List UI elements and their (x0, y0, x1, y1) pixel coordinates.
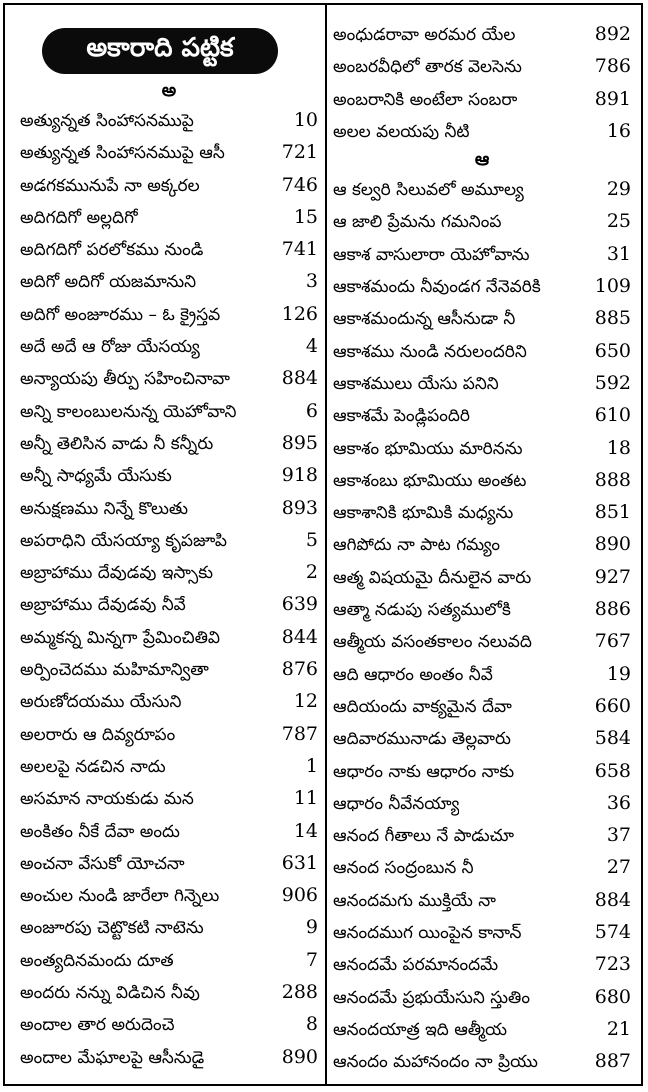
entry-number: 21 (606, 1017, 631, 1040)
entry-number: 31 (606, 242, 631, 265)
index-entry (20, 588, 318, 620)
entry-title: ఆత్మీయ వసంతకాలం నలువది (333, 632, 532, 653)
entry-title: ఆనంద గీతాలు నే పాడుచూ (333, 826, 514, 847)
entry-title: అసమాన నాయకుడు మన (20, 789, 194, 810)
entry-title: ఆనందమగు ముక్తియే నా (333, 890, 496, 911)
entry-title: అన్యాయపు తీర్పు సహించినావా (20, 369, 230, 390)
entry-title: అలరారు ఆ దివ్యరూపం (20, 724, 176, 745)
entry-number: 891 (594, 87, 631, 110)
entry-title: ఆనందముగ యింపైన కానాన్ (333, 923, 522, 944)
entry-number: 890 (594, 533, 631, 556)
index-entry (333, 173, 631, 205)
index-entry (333, 690, 631, 722)
left-column (20, 18, 318, 1073)
entry-title: ఆదియందు వాక్యమైన దేవా (333, 696, 512, 717)
entry-number: 7 (305, 948, 318, 971)
entry-title: అంచుల నుండి జారేలా గిన్నెలు (20, 886, 220, 907)
entry-title: ఆకాశమే పెండ్లిపందిరి (333, 406, 470, 427)
entry-title: అన్నీ తెలిసిన వాడు నీ కన్నీరు (20, 433, 214, 454)
index-entry (333, 18, 631, 50)
index-entry (333, 722, 631, 754)
entry-number: 10 (293, 109, 318, 131)
entry-title: అందాల తార అరుదెంచె (20, 1015, 175, 1036)
index-entry (20, 944, 318, 976)
entry-title: ఆకాశమందు నీవుండగ నేనెవరికి (333, 277, 541, 298)
entry-number: 18 (606, 436, 631, 459)
index-entry (20, 782, 318, 814)
index-entry (20, 459, 318, 491)
entry-number: 14 (293, 819, 318, 842)
index-entry (20, 104, 318, 136)
entry-number: 658 (594, 759, 631, 782)
entry-number: 887 (594, 1050, 631, 1073)
entry-title: అంధుడరావా అరమర యేల (333, 25, 516, 45)
entry-title: అలలపై నడచిన నాదు (20, 756, 166, 777)
index-title: అకారాది పట్టిక (42, 28, 278, 74)
entry-title: ఆ కల్వరి సిలువలో అమూల్య (333, 180, 524, 201)
entry-title: అదిగదిగో పరలోకము నుండి (20, 240, 204, 261)
index-entry (333, 755, 631, 787)
section-letter-aa: ఆ (474, 149, 490, 171)
index-entry (333, 496, 631, 528)
index-entry (20, 718, 318, 750)
entry-title: అదిగదిగో అల్లదిగో (20, 207, 138, 228)
entry-title: అన్నీ సాధ్యమే యేసుకు (20, 466, 172, 487)
entry-number: 885 (594, 307, 631, 330)
entry-title: ఆధారం నీవేనయ్యా (333, 793, 460, 814)
entry-title: ఆధారం నాకు ఆధారం నాకు (333, 761, 515, 782)
entry-number: 886 (594, 598, 631, 621)
entry-number: 851 (594, 501, 631, 524)
index-entry (20, 653, 318, 685)
entry-number: 25 (606, 210, 631, 233)
entry-title: ఆకాశానికి భూమికి మధ్యను (333, 503, 514, 524)
entry-number: 9 (305, 916, 318, 939)
entry-number: 4 (305, 335, 318, 358)
entry-title: అదిగో అదిగో యజమానుని (20, 272, 197, 293)
left-index-list (20, 104, 318, 1073)
entry-title: అంజూరపు చెట్టొకటి నాటెను (20, 918, 204, 939)
entry-title: ఆగిపోదు నా పాట గమ్యం (333, 535, 500, 556)
index-entry (20, 815, 318, 847)
entry-title: అంకితం నీకే దేవా అందు (20, 821, 180, 842)
entry-number: 610 (594, 404, 631, 427)
index-entry (333, 981, 631, 1013)
entry-number: 126 (281, 302, 318, 325)
entry-number: 876 (281, 658, 318, 681)
index-entry (333, 916, 631, 948)
entry-number: 37 (606, 824, 631, 847)
entry-number: 787 (281, 722, 318, 745)
entry-title: అందాల మేఘాలపై ఆసీనుడై (20, 1047, 205, 1068)
entry-title: ఆనంద సంద్రంబున నీ (333, 858, 474, 879)
entry-number: 721 (281, 141, 318, 164)
entry-number: 884 (594, 888, 631, 911)
index-entry (333, 658, 631, 690)
entry-number: 12 (293, 690, 318, 713)
index-entry (20, 621, 318, 653)
entry-title: ఆ జాలి ప్రేమను గమనింప (333, 212, 502, 233)
entry-number: 888 (594, 468, 631, 491)
index-entry (20, 298, 318, 330)
entry-title: అర్పించెదము మహిమాన్వితా (20, 660, 209, 681)
entry-number: 895 (281, 431, 318, 454)
entry-number: 109 (594, 275, 631, 298)
entry-title: ఆకాశము నుండి నరులందరిని (333, 341, 527, 362)
index-entry (20, 169, 318, 201)
index-entry (333, 528, 631, 560)
entry-number: 741 (281, 238, 318, 261)
entry-number: 19 (606, 662, 631, 685)
index-entry (20, 685, 318, 717)
entry-number: 2 (305, 561, 318, 584)
entry-title: ఆత్మ విషయమై దీనులైన వారు (333, 567, 532, 588)
index-entry (20, 750, 318, 782)
entry-title: అనుక్షణము నిన్నే కొలుతు (20, 498, 189, 519)
index-entry (333, 205, 631, 237)
entry-number: 584 (594, 727, 631, 750)
index-entry (333, 367, 631, 399)
index-entry (20, 362, 318, 394)
entry-number: 723 (594, 953, 631, 976)
index-entry (20, 136, 318, 168)
entry-title: అడగకమునుపే నా అక్కరల (20, 175, 200, 196)
index-entry (333, 83, 631, 115)
index-entry (333, 399, 631, 431)
entry-title: అంబరానికి అంటేలా సంబరా (333, 89, 518, 110)
entry-title: ఆది ఆధారం అంతం నీవే (333, 664, 493, 685)
entry-number: 592 (594, 371, 631, 394)
entry-title: అందరు నన్ను విడిచిన నీవు (20, 983, 200, 1004)
index-entry (20, 847, 318, 879)
index-entry (20, 395, 318, 427)
entry-title: అబ్రాహాము దేవుడవు నీవే (20, 595, 186, 616)
index-entry (20, 911, 318, 943)
entry-title: ఆకాశమందున్న ఆసీనుడా నీ (333, 309, 516, 330)
index-entry (333, 335, 631, 367)
entry-title: ఆకాశ వాసులారా యెహోవాను (333, 244, 530, 265)
index-entry (333, 819, 631, 851)
entry-title: అమ్మకన్న మిన్నగా ప్రేమించితివి (20, 627, 220, 648)
entry-number: 36 (606, 791, 631, 814)
entry-number: 844 (281, 625, 318, 648)
entry-title: ఆనందయాత్ర ఇది ఆత్మీయ (333, 1019, 507, 1040)
entry-number: 16 (606, 119, 631, 142)
entry-number: 927 (594, 565, 631, 588)
entry-number: 892 (594, 23, 631, 45)
index-entry (333, 625, 631, 657)
index-entry (20, 201, 318, 233)
entry-title: ఆదివారమునాడు తెల్లవారు (333, 729, 511, 750)
section-letter-a: అ (161, 80, 177, 101)
index-entry (333, 50, 631, 82)
index-entry (20, 556, 318, 588)
index-entry (20, 330, 318, 362)
entry-number: 906 (281, 884, 318, 907)
index-entry (333, 115, 631, 147)
entry-number: 288 (281, 981, 318, 1004)
index-entry (333, 593, 631, 625)
index-entry (333, 302, 631, 334)
entry-number: 631 (281, 851, 318, 874)
index-entry (333, 884, 631, 916)
right-index-list (333, 173, 631, 1077)
entry-number: 786 (594, 55, 631, 78)
index-entry (333, 787, 631, 819)
index-entry (20, 1008, 318, 1040)
index-entry (333, 238, 631, 270)
entry-title: అంబరవీధిలో తారక వెలసెను (333, 57, 522, 78)
index-entry (20, 524, 318, 556)
entry-number: 918 (281, 464, 318, 487)
entry-number: 884 (281, 367, 318, 390)
entry-number: 29 (606, 178, 631, 201)
entry-title: ఆనందం మహానందం నా ప్రియు (333, 1052, 538, 1073)
entry-title: ఆనందమే పరమానందమే (333, 955, 499, 976)
index-entry (20, 427, 318, 459)
entry-number: 890 (281, 1045, 318, 1068)
entry-number: 680 (594, 985, 631, 1008)
index-entry (333, 432, 631, 464)
entry-number: 574 (594, 921, 631, 944)
entry-title: అపరాధిని యేసయ్యా కృపజూపి (20, 530, 227, 551)
entry-title: అబ్రాహాము దేవుడవు ఇస్సాకు (20, 563, 213, 584)
entry-number: 893 (281, 496, 318, 519)
index-entry (333, 1045, 631, 1077)
entry-title: అదే అదే ఆ రోజు యేసయ్య (20, 337, 200, 358)
right-column (333, 18, 631, 1078)
right-top-index-list (333, 18, 631, 147)
entry-number: 767 (594, 630, 631, 653)
entry-number: 5 (305, 528, 318, 551)
column-divider (325, 3, 327, 1086)
index-entry (20, 265, 318, 297)
index-entry (20, 1041, 318, 1073)
index-entry (20, 492, 318, 524)
entry-number: 650 (594, 339, 631, 362)
entry-number: 6 (305, 399, 318, 422)
entry-title: అత్యున్నత సింహాసనముపై ఆసీ (20, 143, 225, 164)
entry-title: ఆత్మా నడుపు సత్యములోకి (333, 600, 511, 621)
entry-title: అత్యున్నత సింహాసనముపై (20, 111, 194, 131)
index-entry (333, 561, 631, 593)
entry-title: అదిగో అంజూరము – ఓ క్రైస్తవ (20, 304, 221, 325)
entry-title: అలల వలయపు నీటి (333, 121, 470, 142)
index-entry (20, 976, 318, 1008)
entry-title: అంత్యదినమందు దూత (20, 950, 174, 971)
entry-title: అన్ని కాలంబులనున్న యెహోవాని (20, 401, 237, 422)
entry-number: 639 (281, 593, 318, 616)
index-entry (333, 948, 631, 980)
index-entry (333, 851, 631, 883)
entry-number: 11 (293, 787, 318, 810)
entry-number: 3 (305, 270, 318, 293)
entry-title: అరుణోదయము యేసుని (20, 692, 182, 713)
index-entry (20, 879, 318, 911)
entry-title: ఆకాశం భూమియు మారినను (333, 438, 523, 459)
entry-number: 8 (305, 1013, 318, 1036)
index-entry (333, 1013, 631, 1045)
index-entry (333, 270, 631, 302)
entry-title: ఆకాశంబు భూమియు అంతట (333, 470, 527, 491)
entry-title: ఆకాశములు యేసు పనిని (333, 373, 499, 394)
entry-number: 746 (281, 173, 318, 196)
entry-title: ఆనందమే ప్రభుయేసుని స్తుతిం (333, 987, 530, 1008)
index-entry (20, 233, 318, 265)
entry-number: 660 (594, 694, 631, 717)
entry-title: అంచనా వేసుకో యోచనా (20, 853, 185, 874)
entry-number: 1 (305, 754, 318, 777)
entry-number: 27 (606, 856, 631, 879)
index-entry (333, 464, 631, 496)
entry-number: 15 (293, 205, 318, 228)
